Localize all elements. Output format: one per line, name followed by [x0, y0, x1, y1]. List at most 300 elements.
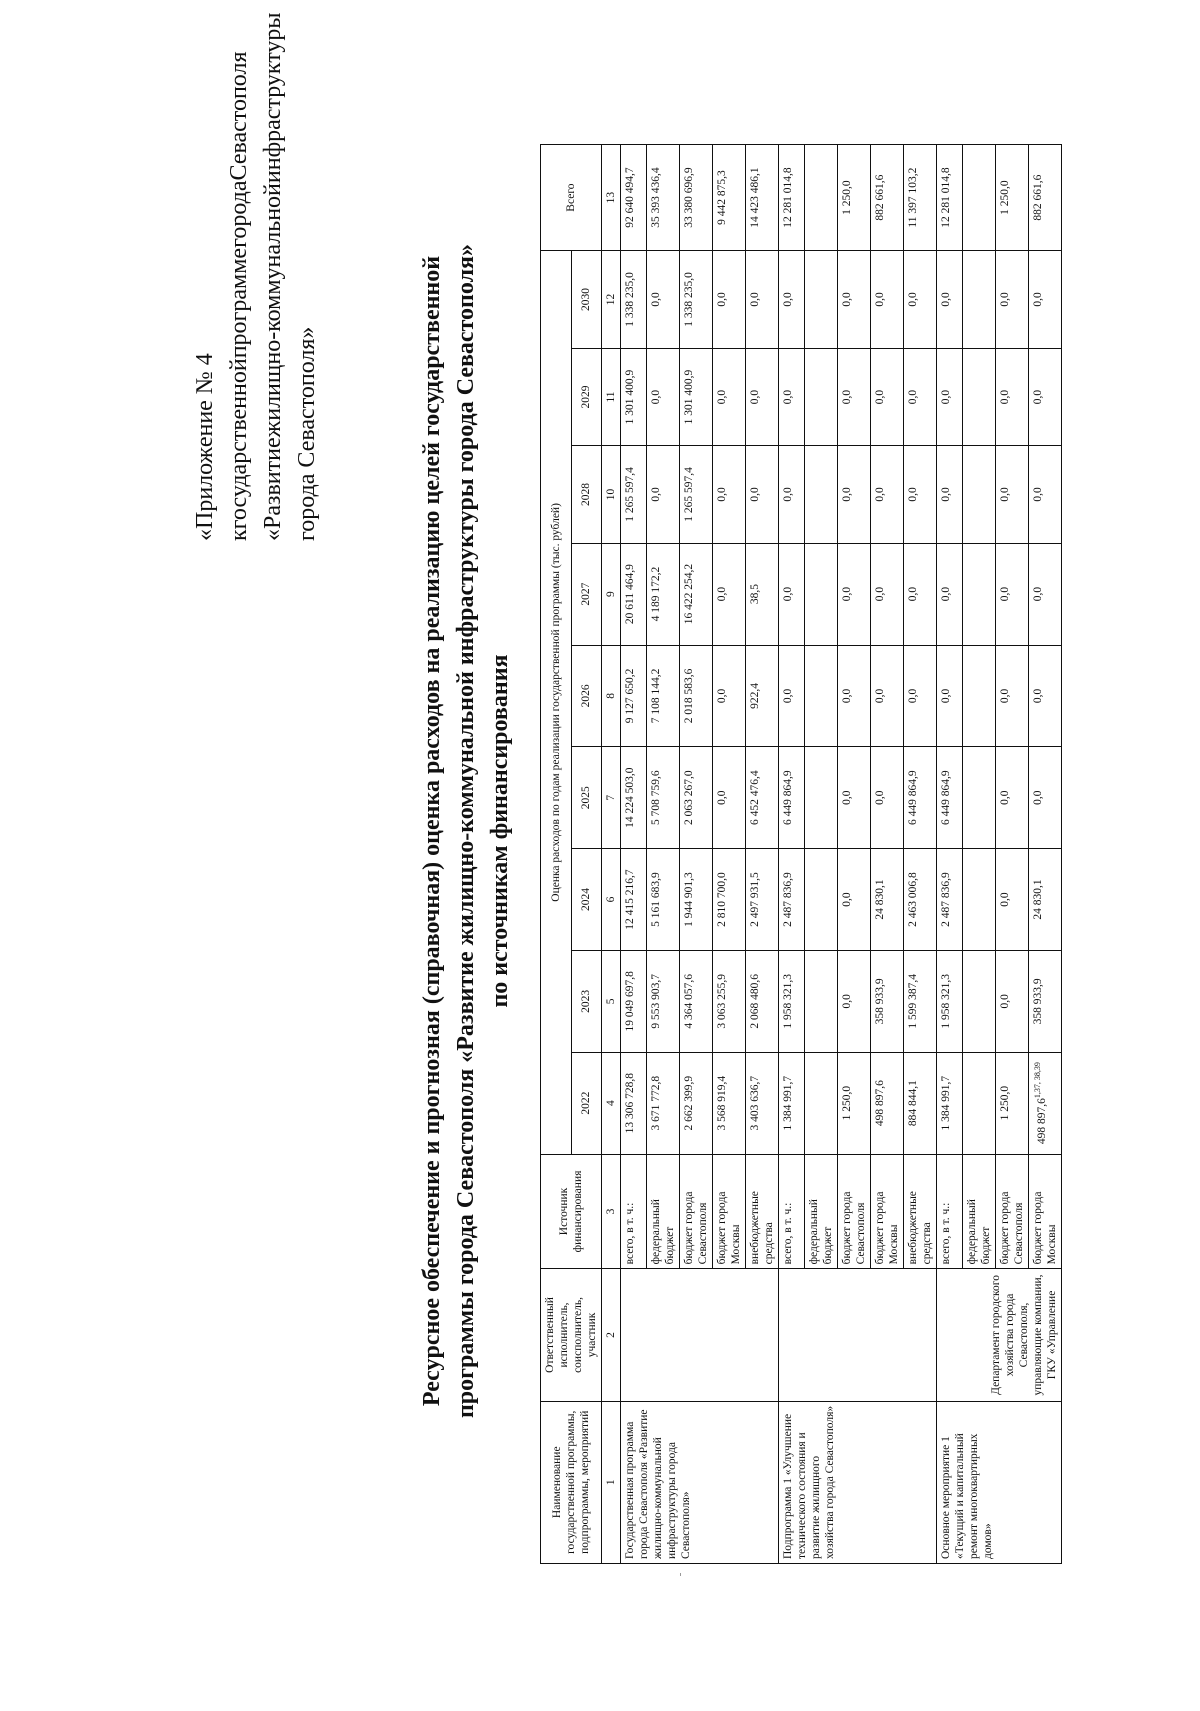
- value-text: 0,0: [999, 994, 1011, 1009]
- year-value-cell: [713, 543, 746, 645]
- executor-cell: Департамент городского хозяйства города Севастополя, управляющие компании, ГКУ «Управление: [937, 1269, 1062, 1401]
- year-value-cell: [904, 446, 937, 543]
- value-text: 2 018 583,6: [683, 668, 695, 724]
- value-text: 1 250,0: [999, 180, 1011, 215]
- total-value-cell: [647, 145, 680, 251]
- value-text: 3 671 772,8: [650, 1075, 662, 1131]
- value-text: 0,0: [749, 292, 761, 307]
- value-text: 0,0: [782, 487, 794, 502]
- year-value-cell: [680, 543, 713, 645]
- value-text: 0,0: [1032, 292, 1044, 307]
- value-text: 1 384 991,7: [940, 1075, 952, 1131]
- year-value-cell: [963, 446, 996, 543]
- document-title: [415, 211, 517, 1451]
- total-value-cell: [996, 145, 1029, 251]
- year-value-cell: [621, 849, 647, 951]
- year-value-cell: [963, 1052, 996, 1154]
- value-text: 0,0: [650, 389, 662, 405]
- scan-speck: [680, 1573, 681, 1576]
- year-value-cell: [937, 950, 963, 1052]
- program-name-cell: Государственная программа города Севастополя «Развитие жилищно-коммунальной инфраструктуры города Севастополя»: [621, 1401, 779, 1563]
- year-value-cell: [680, 747, 713, 849]
- appendix-line-3: «Развитие жилищно-коммунальной инфраструктуры: [260, 12, 286, 541]
- year-value-cell: [937, 645, 963, 747]
- year-value-cell: [746, 747, 779, 849]
- year-value-cell: [621, 950, 647, 1052]
- value-text: 0,0: [999, 892, 1011, 907]
- year-value-cell: [746, 849, 779, 951]
- value-text: 12 281 014,8: [782, 167, 794, 228]
- value-text: 882 661,6: [1032, 174, 1044, 221]
- year-value-cell: [838, 446, 871, 543]
- year-value-cell: [713, 446, 746, 543]
- total-value-cell: [963, 145, 996, 251]
- value-text: 3 403 636,7: [749, 1075, 761, 1131]
- value-text: 0,0: [940, 688, 952, 704]
- year-value-cell: [647, 849, 680, 951]
- header-name: Наименование государственной программы, подпрограммы, мероприятий: [541, 1401, 602, 1563]
- header-total: Всего: [541, 145, 602, 251]
- value-text: 2 063 267,0: [683, 770, 695, 826]
- value-text: 1 599 387,4: [907, 974, 919, 1029]
- year-value-cell: [904, 543, 937, 645]
- value-text: 5 161 683,9: [650, 872, 662, 927]
- value-text: 19 049 697,8: [624, 971, 636, 1032]
- year-value-cell: [904, 849, 937, 951]
- year-value-cell: [963, 645, 996, 747]
- value-text: 1 958 321,3: [940, 974, 952, 1029]
- header-year: 2027: [571, 543, 602, 645]
- header-estimate: Оценка расходов по годам реализации государственной программы (тыс. рублей): [541, 251, 572, 1154]
- funding-source-cell: внебюджетные средства: [746, 1154, 779, 1269]
- footnote-mark: 1,37, 38,39: [1033, 1062, 1042, 1099]
- total-value-cell: [904, 145, 937, 251]
- value-text: 1 384 991,7: [782, 1075, 794, 1131]
- year-value-cell: [904, 950, 937, 1052]
- year-value-cell: [937, 849, 963, 951]
- header-executor: Ответственный исполнитель, соисполнитель, участник: [541, 1269, 602, 1401]
- total-value-cell: [1029, 145, 1062, 251]
- year-value-cell: [871, 747, 904, 849]
- year-value-cell: [621, 645, 647, 747]
- year-value-cell: [746, 645, 779, 747]
- value-text: 0,0: [907, 389, 919, 405]
- year-value-cell: [937, 1052, 963, 1154]
- appendix-header: [188, 12, 324, 541]
- year-value-cell: [871, 950, 904, 1052]
- value-text: 0,0: [841, 994, 853, 1009]
- year-value-cell: [621, 543, 647, 645]
- year-value-cell: [779, 348, 805, 445]
- total-value-cell: [838, 145, 871, 251]
- year-value-cell: [871, 1052, 904, 1154]
- total-value-cell: [871, 145, 904, 251]
- year-value-cell: [996, 747, 1029, 849]
- value-text: 0,0: [940, 292, 952, 307]
- value-text: 0,0: [1032, 790, 1044, 805]
- title-line-3: по источникам финансирования: [487, 654, 513, 1008]
- value-text: 0,0: [749, 487, 761, 502]
- value-text: 358 933,9: [874, 978, 886, 1025]
- year-value-cell: [963, 251, 996, 349]
- year-value-cell: [746, 446, 779, 543]
- year-value-cell: [1029, 446, 1062, 543]
- value-text: 1 958 321,3: [782, 974, 794, 1029]
- funding-source-cell: бюджет города Севастополя: [996, 1154, 1029, 1269]
- year-value-cell: [805, 747, 838, 849]
- column-index-cell: 13: [602, 145, 621, 251]
- year-value-cell: [871, 543, 904, 645]
- value-text: 0,0: [716, 790, 728, 805]
- value-text: 0,0: [782, 688, 794, 704]
- year-value-cell: [871, 645, 904, 747]
- year-value-cell: [713, 348, 746, 445]
- total-value-cell: [779, 145, 805, 251]
- value-text: 2 487 836,9: [940, 872, 952, 927]
- value-text: 2 497 931,5: [749, 872, 761, 927]
- value-text: 2 662 399,9: [683, 1075, 695, 1131]
- value-text: 0,0: [1032, 487, 1044, 502]
- value-text: 2 068 480,6: [749, 974, 761, 1029]
- year-value-cell: [838, 251, 871, 349]
- value-text: 0,0: [650, 292, 662, 307]
- value-text: 2 463 006,8: [907, 872, 919, 927]
- value-text: 7 108 144,2: [650, 668, 662, 724]
- header-year: 2030: [571, 251, 602, 349]
- year-value-cell: [1029, 950, 1062, 1052]
- year-value-cell: [838, 849, 871, 951]
- year-value-cell: [996, 543, 1029, 645]
- value-text: 3 063 255,9: [716, 974, 728, 1029]
- funding-source-cell: внебюджетные средства: [904, 1154, 937, 1269]
- year-value-cell: [963, 849, 996, 951]
- year-value-cell: [713, 849, 746, 951]
- year-value-cell: [996, 1052, 1029, 1154]
- title-line-1: Ресурсное обеспечение и прогнозная (справочная) оценка расходов на реализацию целей государственной: [419, 255, 445, 1407]
- year-value-cell: [937, 747, 963, 849]
- value-text: 1 338 235,0: [624, 272, 636, 327]
- value-text: 0,0: [940, 586, 952, 602]
- year-value-cell: [779, 645, 805, 747]
- title-line-2: программы города Севастополя «Развитие жилищно-коммунальной инфраструктуры города Севастополя»: [453, 243, 479, 1419]
- header-year: 2024: [571, 849, 602, 951]
- year-value-cell: [838, 950, 871, 1052]
- value-text: 0,0: [874, 487, 886, 502]
- value-text: 1 301 400,9: [624, 369, 636, 425]
- value-text: 0,0: [749, 389, 761, 405]
- year-value-cell: [838, 348, 871, 445]
- year-value-cell: [779, 950, 805, 1052]
- value-text: 0,0: [782, 292, 794, 307]
- value-text: 2 810 700,0: [716, 872, 728, 927]
- appendix-number: «Приложение № 4: [192, 353, 218, 541]
- total-value-cell: [680, 145, 713, 251]
- column-index-cell: 8: [602, 645, 621, 747]
- year-value-cell: [996, 849, 1029, 951]
- value-text: 92 640 494,7: [624, 167, 636, 228]
- year-value-cell: [904, 1052, 937, 1154]
- year-value-cell: [963, 348, 996, 445]
- value-text: 0,0: [874, 586, 886, 602]
- value-text: 0,0: [999, 292, 1011, 307]
- value-text: 0,0: [874, 790, 886, 805]
- year-value-cell: [779, 251, 805, 349]
- column-index-cell: 1: [602, 1401, 621, 1563]
- value-text: 1 265 597,4: [624, 467, 636, 522]
- table-row: [621, 145, 647, 1564]
- year-value-cell: [805, 1052, 838, 1154]
- year-value-cell: [647, 543, 680, 645]
- header-year: 2023: [571, 950, 602, 1052]
- funding-source-cell: бюджет города Севастополя: [680, 1154, 713, 1269]
- value-text: 1 338 235,0: [683, 272, 695, 327]
- value-text: 5 708 759,6: [650, 770, 662, 826]
- year-value-cell: [838, 645, 871, 747]
- year-value-cell: [680, 1052, 713, 1154]
- total-value-cell: [937, 145, 963, 251]
- value-text: 24 830,1: [874, 879, 886, 920]
- value-text: 14 423 486,1: [749, 167, 761, 228]
- value-text: 0,0: [874, 389, 886, 405]
- funding-source-cell: федеральный бюджет: [963, 1154, 996, 1269]
- table-body: [602, 145, 1062, 1564]
- funding-source-cell: всего, в т. ч.:: [621, 1154, 647, 1269]
- funding-source-cell: всего, в т. ч.:: [779, 1154, 805, 1269]
- year-value-cell: [838, 543, 871, 645]
- year-value-cell: [647, 645, 680, 747]
- header-year: 2028: [571, 446, 602, 543]
- value-text: 0,0: [940, 487, 952, 502]
- value-text: 0,0: [716, 688, 728, 704]
- year-value-cell: [871, 446, 904, 543]
- funding-source-cell: федеральный бюджет: [647, 1154, 680, 1269]
- header-year: 2029: [571, 348, 602, 445]
- column-index-cell: 6: [602, 849, 621, 951]
- year-value-cell: [963, 543, 996, 645]
- header-row-top: [541, 145, 572, 1564]
- year-value-cell: [1029, 543, 1062, 645]
- value-text: 9 127 650,2: [624, 668, 636, 724]
- year-value-cell: [805, 645, 838, 747]
- value-text: 9 553 903,7: [650, 974, 662, 1029]
- year-value-cell: [680, 849, 713, 951]
- value-text: 0,0: [999, 586, 1011, 602]
- funding-table: [540, 144, 1062, 1564]
- value-text: 3 568 919,4: [716, 1075, 728, 1131]
- value-text: 0,0: [841, 292, 853, 307]
- value-text: 16 422 254,2: [683, 563, 695, 625]
- year-value-cell: [996, 950, 1029, 1052]
- value-text: 6 449 864,9: [907, 770, 919, 826]
- column-index-cell: 9: [602, 543, 621, 645]
- funding-source-cell: бюджет города Москвы: [1029, 1154, 1062, 1269]
- value-text: 882 661,6: [874, 174, 886, 221]
- column-index-cell: 10: [602, 446, 621, 543]
- year-value-cell: [647, 1052, 680, 1154]
- value-text: 0,0: [782, 389, 794, 405]
- value-text: 0,0: [907, 487, 919, 502]
- header-year: 2025: [571, 747, 602, 849]
- value-text: 0,0: [841, 892, 853, 907]
- value-text: 1 301 400,9: [683, 369, 695, 425]
- value-text: 0,0: [1032, 688, 1044, 704]
- year-value-cell: [805, 849, 838, 951]
- funding-source-cell: бюджет города Москвы: [713, 1154, 746, 1269]
- value-text: 0,0: [716, 586, 728, 602]
- value-text: 0,0: [999, 688, 1011, 704]
- program-name-cell: Подпрограмма 1 «Улучшение технического состояния и развитие жилищного хозяйства города Севастополя»: [779, 1401, 937, 1563]
- header-source: Источник финансирования: [541, 1154, 602, 1269]
- year-value-cell: [680, 645, 713, 747]
- value-text: 0,0: [716, 487, 728, 502]
- year-value-cell: [937, 446, 963, 543]
- value-text: 4 364 057,6: [683, 974, 695, 1029]
- year-value-cell: [779, 543, 805, 645]
- total-value-cell: [746, 145, 779, 251]
- value-text: 35 393 436,4: [650, 167, 662, 228]
- value-text: 0,0: [841, 790, 853, 805]
- value-text: 0,0: [782, 586, 794, 602]
- year-value-cell: [680, 950, 713, 1052]
- year-value-cell: [647, 950, 680, 1052]
- year-value-cell: [621, 747, 647, 849]
- year-value-cell: [805, 950, 838, 1052]
- year-value-cell: [996, 348, 1029, 445]
- year-value-cell: [621, 1052, 647, 1154]
- value-text: 6 449 864,9: [782, 770, 794, 826]
- year-value-cell: [647, 251, 680, 349]
- year-value-cell: [805, 446, 838, 543]
- year-value-cell: [1029, 645, 1062, 747]
- year-value-cell: [647, 348, 680, 445]
- value-text: 1 250,0: [841, 1085, 853, 1121]
- value-text: 20 611 464,9: [624, 564, 636, 625]
- year-value-cell: [1029, 348, 1062, 445]
- funding-source-cell: всего, в т. ч.:: [937, 1154, 963, 1269]
- appendix-line-2: к государственной программе города Севастополя: [226, 51, 252, 541]
- value-text: 14 224 503,0: [624, 767, 636, 828]
- appendix-line-4: города Севастополя»: [294, 326, 320, 541]
- total-value-cell: [621, 145, 647, 251]
- year-value-cell: [904, 348, 937, 445]
- year-value-cell: [746, 950, 779, 1052]
- value-text: 0,0: [1032, 586, 1044, 602]
- value-text: 0,0: [841, 487, 853, 502]
- year-value-cell: [746, 348, 779, 445]
- total-value-cell: [713, 145, 746, 251]
- value-text: 884 844,1: [907, 1080, 919, 1127]
- value-text: 11 397 103,2: [907, 167, 919, 228]
- value-text: 0,0: [716, 292, 728, 307]
- value-text: 0,0: [650, 487, 662, 502]
- year-value-cell: [647, 446, 680, 543]
- value-text: 498 897,6: [874, 1080, 886, 1127]
- year-value-cell: [713, 1052, 746, 1154]
- year-value-cell: [904, 747, 937, 849]
- header-year: 2022: [571, 1052, 602, 1154]
- program-name-cell: Основное мероприятие 1 «Текущий и капитальный ремонт многоквартирных домов»: [937, 1401, 1062, 1563]
- year-value-cell: [680, 251, 713, 349]
- year-value-cell: [871, 348, 904, 445]
- year-value-cell: [937, 348, 963, 445]
- year-value-cell: [1029, 849, 1062, 951]
- value-text: 2 487 836,9: [782, 872, 794, 927]
- value-text: 33 380 696,9: [683, 167, 695, 228]
- value-text: 0,0: [874, 292, 886, 307]
- column-index-row: [602, 145, 621, 1564]
- total-value-cell: [805, 145, 838, 251]
- value-text: 0,0: [841, 688, 853, 704]
- value-text: 12 415 216,7: [624, 869, 636, 930]
- value-text: 6 449 864,9: [940, 770, 952, 826]
- value-text: 0,0: [907, 292, 919, 307]
- column-index-cell: 5: [602, 950, 621, 1052]
- value-text: 12 281 014,8: [940, 167, 952, 228]
- value-text: 0,0: [999, 389, 1011, 405]
- year-value-cell: [746, 543, 779, 645]
- year-value-cell: [838, 1052, 871, 1154]
- year-value-cell: [963, 950, 996, 1052]
- value-text: 0,0: [907, 586, 919, 602]
- column-index-cell: 2: [602, 1269, 621, 1401]
- value-text: 0,0: [841, 389, 853, 405]
- year-value-cell: [779, 747, 805, 849]
- year-value-cell: [805, 251, 838, 349]
- column-index-cell: 4: [602, 1052, 621, 1154]
- value-text: 498 897,6: [1035, 1098, 1048, 1145]
- year-value-cell: [937, 251, 963, 349]
- year-value-cell: [937, 543, 963, 645]
- header-year: 2026: [571, 645, 602, 747]
- year-value-cell: [713, 251, 746, 349]
- year-value-cell: [713, 950, 746, 1052]
- value-text: 38,5: [749, 584, 761, 605]
- year-value-cell: [746, 1052, 779, 1154]
- column-index-cell: 11: [602, 348, 621, 445]
- year-value-cell: [996, 645, 1029, 747]
- value-text: 0,0: [940, 389, 952, 405]
- year-value-cell: [1029, 251, 1062, 349]
- year-value-cell: [713, 645, 746, 747]
- column-index-cell: 7: [602, 747, 621, 849]
- table-row: [937, 145, 963, 1564]
- year-value-cell: [779, 446, 805, 543]
- year-value-cell: [904, 251, 937, 349]
- year-value-cell: [779, 1052, 805, 1154]
- value-text: 6 452 476,4: [749, 770, 761, 826]
- value-text: 358 933,9: [1032, 978, 1044, 1025]
- value-text: 0,0: [999, 487, 1011, 502]
- value-text: 0,0: [716, 389, 728, 405]
- year-value-cell: [904, 645, 937, 747]
- year-value-cell: [838, 747, 871, 849]
- year-value-cell: [1029, 747, 1062, 849]
- value-text: 1 944 901,3: [683, 872, 695, 927]
- column-index-cell: 3: [602, 1154, 621, 1269]
- executor-cell: [779, 1269, 937, 1401]
- value-text: 1 265 597,4: [683, 467, 695, 522]
- column-index-cell: 12: [602, 251, 621, 349]
- year-value-cell: [680, 348, 713, 445]
- year-value-cell: [680, 446, 713, 543]
- value-text: 1 250,0: [841, 180, 853, 215]
- year-value-cell: [996, 251, 1029, 349]
- funding-source-cell: бюджет города Москвы: [871, 1154, 904, 1269]
- year-value-cell: [805, 348, 838, 445]
- value-text: 13 306 728,8: [624, 1072, 636, 1134]
- value-text: 922,4: [749, 682, 761, 709]
- year-value-cell: [779, 849, 805, 951]
